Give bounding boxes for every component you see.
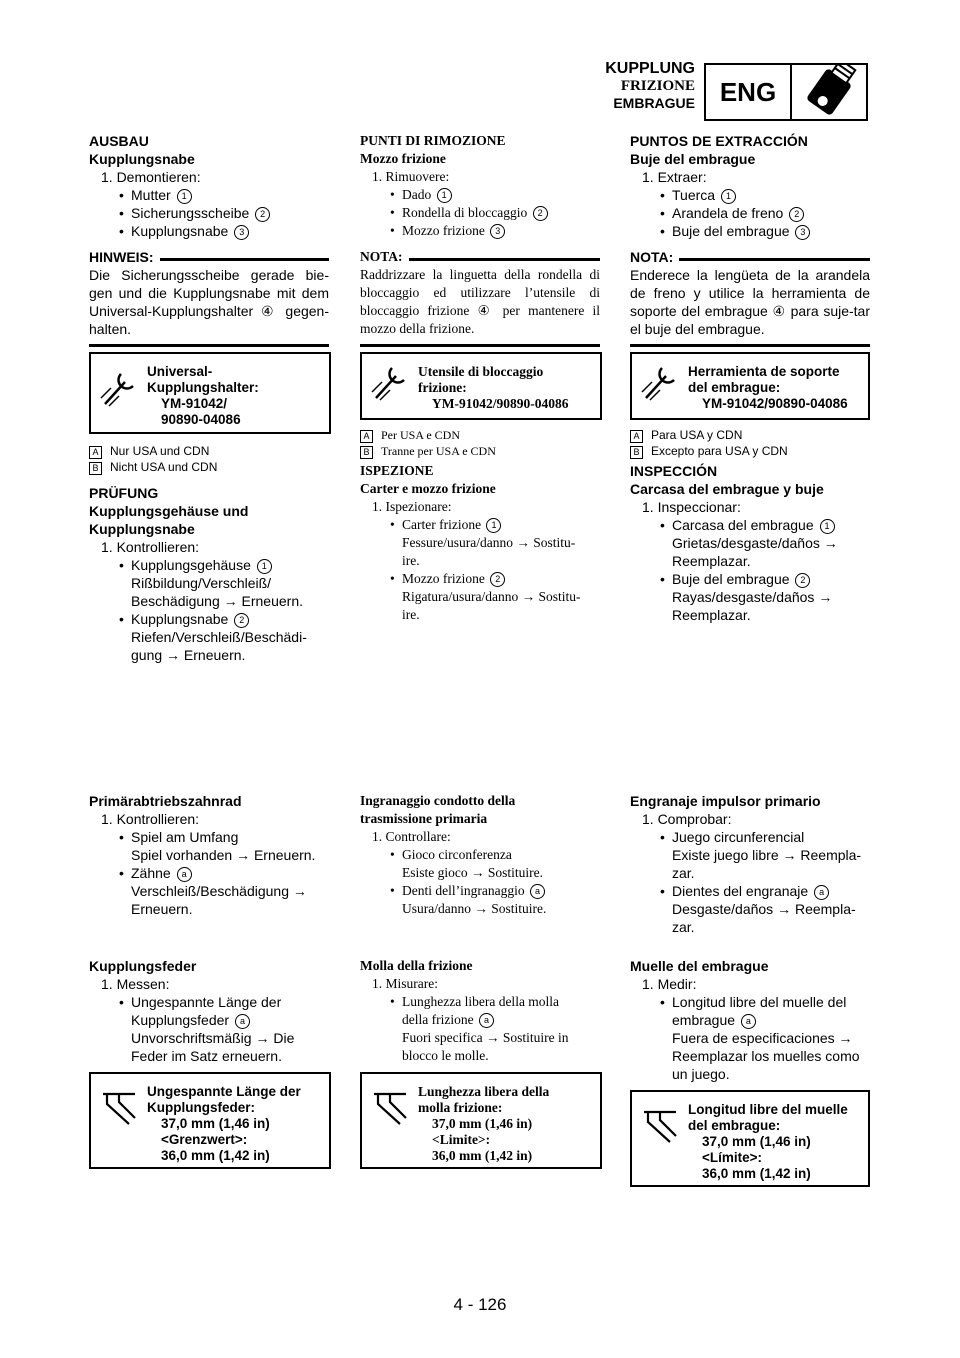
es-spec-text: Longitud libre del muelle del embrague: 37,0 mm (1,46 in) <Límite>: 36,0 mm (1,42 in) <box>688 1102 848 1181</box>
de-sub: Kupplungsnabe <box>89 151 195 167</box>
it-item-2: • Rondella di bloccaggio 2 <box>360 204 600 222</box>
es-gear-1a: Existe juego libre → Reempla- <box>672 847 862 863</box>
de-spec-box <box>89 1072 331 1169</box>
it-check-item-1: • Carter frizione 1 <box>360 516 600 534</box>
it-footnotes <box>360 427 600 459</box>
de-section: AUSBAU <box>89 133 149 149</box>
es-spec-box <box>630 1090 870 1187</box>
it-spring-1c: Fuori specifica → Sostituire in <box>402 1030 569 1045</box>
caliper-icon <box>99 1088 139 1128</box>
es-spring-h: Muelle del embrague <box>630 958 769 974</box>
es-item-1: • Tuerca 1 <box>630 186 870 204</box>
es-section: PUNTOS DE EXTRACCIÓN <box>630 133 808 149</box>
eng-label: ENG <box>706 65 792 119</box>
de-item-1: • Mutter 1 <box>89 186 329 204</box>
it-check-h: ISPEZIONE <box>360 463 434 478</box>
es-spring <box>630 957 870 1083</box>
it-gear-item-1: • Gioco circonferenza <box>360 846 600 864</box>
it-tool-box <box>360 352 602 420</box>
it-spring-step: 1. Misurare: <box>372 976 438 991</box>
es-sub: Buje del embrague <box>630 151 756 167</box>
it-spring-h: Molla della frizione <box>360 958 473 973</box>
de-spec-text: Ungespannte Länge der Kupplungsfeder: 37,0 mm (1,46 in) <Grenzwert>: 36,0 mm (1,42 in) <box>147 1084 301 1163</box>
de-footnotes <box>89 443 329 475</box>
es-check-item-2: • Buje del embrague 2 <box>630 570 870 588</box>
es-note-header: NOTA: <box>630 248 870 266</box>
de-check-item-1: • Kupplungsgehäuse 1 <box>89 556 329 574</box>
title-es: EMBRAGUE <box>613 95 695 111</box>
es-footnote-a: A Para USA y CDN <box>630 427 870 443</box>
es-gear-2b: zar. <box>672 919 695 935</box>
de-item-3: • Kupplungsnabe 3 <box>89 222 329 240</box>
it-item-1: • Dado 1 <box>360 186 600 204</box>
de-check-sub2: Kupplungsnabe <box>89 521 195 537</box>
title-it: FRIZIONE <box>620 78 695 94</box>
de-check-1a: Rißbildung/Verschleiß/ <box>131 575 272 591</box>
de-check-2b: gung → Erneuern. <box>131 647 246 663</box>
es-tool-box <box>630 352 870 420</box>
de-gear-2b: Erneuern. <box>131 901 193 917</box>
it-sub: Mozzo frizione <box>360 151 446 166</box>
it-spring-1d: blocco le molle. <box>402 1048 489 1063</box>
de-note: Die Sicherungsscheibe gerade bie-gen und die Kupplungsnabe mit dem Universal-Kupplungshalter ④ gegen-halten. <box>89 266 329 347</box>
es-spring-1b: embrague a <box>630 1011 870 1029</box>
eng-badge <box>704 63 868 121</box>
it-note-header: NOTA: <box>360 248 600 266</box>
caliper-icon <box>640 1106 680 1146</box>
it-check-1a: Fessure/usura/danno → Sostitu- <box>402 535 576 550</box>
es-spring-1e: un juego. <box>672 1066 730 1082</box>
it-note: Raddrizzare la linguetta della rondella di bloccaggio ed utilizzare l’utensile di bloccaggio frizione ④ per mantenere il mozzo della frizione. <box>360 266 600 347</box>
caliper-icon <box>370 1088 410 1128</box>
de-gear-step: 1. Kontrollieren: <box>101 811 200 827</box>
es-check-sub: Carcasa del embrague y buje <box>630 481 824 497</box>
es-check-item-1: • Carcasa del embrague 1 <box>630 516 870 534</box>
es-gear-h: Engranaje impulsor primario <box>630 793 821 809</box>
de-tool-text: Universal- Kupplungshalter: YM-91042/ 90890-04086 <box>147 364 259 427</box>
it-gear <box>360 792 600 918</box>
it-check-2a: Rigatura/usura/danno → Sostitu- <box>402 589 581 604</box>
it-tool-text: Utensile di bloccaggio frizione: YM-91042/90890-04086 <box>418 364 569 411</box>
it-step1: 1. Rimuovere: <box>372 169 450 184</box>
it-section: PUNTI DI RIMOZIONE <box>360 133 506 148</box>
it-check-item-2: • Mozzo frizione 2 <box>360 570 600 588</box>
es-check-h: INSPECCIÓN <box>630 463 718 479</box>
page-number: 4 - 126 <box>453 1295 507 1314</box>
wrench-icon <box>640 362 680 402</box>
de-spring <box>89 957 329 1065</box>
column-german <box>89 132 329 347</box>
es-spring-item: • Longitud libre del muelle del <box>630 993 870 1011</box>
es-gear-step: 1. Comprobar: <box>642 811 732 827</box>
it-spring-1b: della frizione a <box>360 1011 600 1029</box>
es-footnote-b: B Excepto para USA y CDN <box>630 443 870 459</box>
de-check-1b: Beschädigung → Erneuern. <box>131 593 303 609</box>
title-de: KUPPLUNG <box>605 60 695 77</box>
de-check <box>89 484 329 664</box>
de-footnote-b: B Nicht USA und CDN <box>89 459 329 475</box>
it-spring-item: • Lunghezza libera della molla <box>360 993 600 1011</box>
de-gear-h: Primärabtriebszahnrad <box>89 793 242 809</box>
es-check-1b: Reemplazar. <box>672 553 751 569</box>
it-check <box>360 462 600 624</box>
it-gear-1a: Esiste gioco → Sostituire. <box>402 865 543 880</box>
es-spring-1c: Fuera de especificaciones → <box>672 1030 853 1046</box>
de-spring-1c: Unvorschriftsmäßig → Die <box>131 1030 295 1046</box>
engine-icon <box>792 65 866 119</box>
de-spring-1d: Feder im Satz erneuern. <box>131 1048 282 1064</box>
de-spring-item: • Ungespannte Länge der <box>89 993 329 1011</box>
es-check-2a: Rayas/desgaste/daños → <box>672 589 833 605</box>
it-check-step: 1. Ispezionare: <box>372 499 452 514</box>
de-check-h: PRÜFUNG <box>89 485 159 501</box>
wrench-icon <box>370 362 410 402</box>
it-footnote-a: A Per USA e CDN <box>360 427 600 443</box>
it-spec-box <box>360 1072 602 1169</box>
de-gear-2a: Verschleiß/Beschädigung → <box>131 883 307 899</box>
es-check <box>630 462 870 624</box>
it-gear-2a: Usura/danno → Sostituire. <box>402 901 547 916</box>
wrench-icon <box>99 368 139 408</box>
it-item-3: • Mozzo frizione 3 <box>360 222 600 240</box>
es-item-3: • Buje del embrague 3 <box>630 222 870 240</box>
de-check-sub1: Kupplungsgehäuse und <box>89 503 249 519</box>
es-item-2: • Arandela de freno 2 <box>630 204 870 222</box>
it-gear-h1: Ingranaggio condotto della <box>360 793 516 808</box>
column-spanish <box>630 132 870 347</box>
de-check-2a: Riefen/Verschleiß/Beschädi- <box>131 629 307 645</box>
de-gear-1a: Spiel vorhanden → Erneuern. <box>131 847 316 863</box>
es-tool-text: Herramienta de soporte del embrague: YM-91042/90890-04086 <box>688 364 848 411</box>
it-footnote-b: B Tranne per USA e CDN <box>360 443 600 459</box>
it-check-1b: ire. <box>402 553 420 568</box>
de-footnote-a: A Nur USA und CDN <box>89 443 329 459</box>
es-gear-item-2: • Dientes del engranaje a <box>630 882 870 900</box>
es-step1: 1. Extraer: <box>642 169 707 185</box>
es-gear-2a: Desgaste/daños → Reempla- <box>672 901 856 917</box>
es-footnotes <box>630 427 870 459</box>
it-spec-text: Lunghezza libera della molla frizione: 37,0 mm (1,46 in) <Limite>: 36,0 mm (1,42 in) <box>418 1084 550 1163</box>
de-note-header: HINWEIS: <box>89 248 329 266</box>
column-italian <box>360 132 600 347</box>
it-spring <box>360 957 600 1065</box>
es-check-1a: Grietas/desgaste/daños → <box>672 535 838 551</box>
es-spring-step: 1. Medir: <box>642 976 697 992</box>
de-gear <box>89 792 329 918</box>
es-check-step: 1. Inspeccionar: <box>642 499 741 515</box>
de-check-step: 1. Kontrollieren: <box>101 539 200 555</box>
de-item-2: • Sicherungsscheibe 2 <box>89 204 329 222</box>
de-tool-box <box>89 352 331 434</box>
es-check-2b: Reemplazar. <box>672 607 751 623</box>
es-gear <box>630 792 870 936</box>
de-gear-item-1: • Spiel am Umfang <box>89 828 329 846</box>
de-step1: 1. Demontieren: <box>101 169 201 185</box>
it-check-sub: Carter e mozzo frizione <box>360 481 496 496</box>
it-gear-item-2: • Denti dell’ingranaggio a <box>360 882 600 900</box>
de-gear-item-2: • Zähne a <box>89 864 329 882</box>
de-spring-1b: Kupplungsfeder a <box>89 1011 329 1029</box>
header-titles <box>605 60 695 112</box>
it-check-2b: ire. <box>402 607 420 622</box>
es-spring-1d: Reemplazar los muelles como <box>672 1048 860 1064</box>
it-gear-h2: trasmissione primaria <box>360 811 488 826</box>
it-gear-step: 1. Controllare: <box>372 829 451 844</box>
de-check-item-2: • Kupplungsnabe 2 <box>89 610 329 628</box>
de-spring-h: Kupplungsfeder <box>89 958 197 974</box>
de-spring-step: 1. Messen: <box>101 976 170 992</box>
es-gear-item-1: • Juego circunferencial <box>630 828 870 846</box>
es-gear-1b: zar. <box>672 865 695 881</box>
es-note: Enderece la lengüeta de la arandela de freno y utilice la herramienta de soporte del embrague ④ para suje-tar el buje del embrague. <box>630 266 870 347</box>
